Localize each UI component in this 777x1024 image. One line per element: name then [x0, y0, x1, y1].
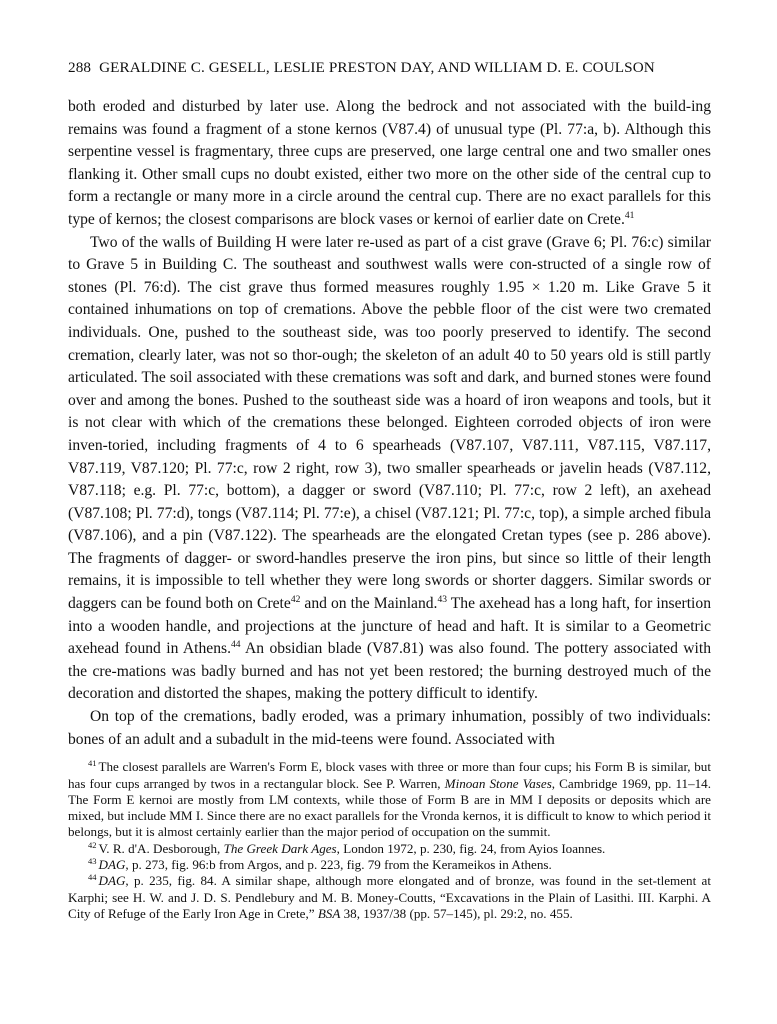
footnote-number: 41: [88, 758, 97, 769]
page-number: 288: [68, 59, 92, 76]
footnote-italic-title: DAG: [98, 873, 126, 889]
footnote-44: [68, 873, 711, 922]
footnote-text: , Cambridge 1969, pp. 11–14. The Form E kernoi are mostly from LM contexts, while those of Form B are in MM I deposits or deposits which are mixed, but include MM I. Since there are no exact parallels for the Vronda kernos, it is difficult to know to which period it belongs, but it is almost certainly earlier than the major period of occupation on the summit.: [68, 775, 711, 840]
paragraph-1: [68, 96, 711, 232]
paragraph-2-text-a: Two of the walls of Building H were later re-used as part of a cist grave (Grave 6; Pl. 76:c) similar to Grave 5 in Building C. The southeast and southwest walls were con-structed of a single row of stones (Pl. 76:d). The cist grave thus formed measures roughly 1.95 × 1.20 m. Like Grave 5 it contained inhumations on top of cremations. Above the pebble floor of the cist were two cremated individuals. One, pushed to the southeast side, was too poorly preserved to identify. The second cremation, clearly later, was not so thor-ough; the skeleton of an adult 40 to 50 years old is still partly articulated. The soil associated with these cremations was soft and dark, and burned stones were found over and among the bones. Pushed to the southeast side was a hoard of iron weapons and tools, but it is not clear with which of the cremations these belonged. Eighteen corroded objects of iron were inven-toried, including fragments of 4 to 6 spearheads (V87.107, V87.111, V87.115, V87.117, V87.119, V87.120; Pl. 77:c, row 2 right, row 3), two smaller spearheads or javelin heads (V87.112, V87.118; e.g. Pl. 77:c, bottom), a dagger or sword (V87.110; Pl. 77:c, row 2 left), an axehead (V87.108; Pl. 77:d), tongs (V87.114; Pl. 77:e), a chisel (V87.121; Pl. 77:c, top), a simple arched fibula (V87.106), and a pin (V87.122). The spearheads are the elongated Cretan types (see p. 286 above). The fragments of dagger- or sword-handles preserve the iron pins, but since so little of their length remains, it is impossible to tell whether they were long swords or shorter daggers. Similar swords or daggers can be found both on Crete: [68, 233, 711, 613]
footnote-43: [68, 857, 711, 873]
footnote-number: 43: [88, 856, 97, 866]
paragraph-2-text-b: and on the Mainland.: [300, 595, 438, 613]
footnote-italic-title: The Greek Dark Ages: [223, 840, 337, 856]
footnote-text: The closest parallels are Warren's Form E, block vases with three or more than four cups; his Form B is similar, but has four cups arranged by twos in a rectangular block. See P. Warren,: [68, 759, 711, 791]
footnote-text: , p. 273, fig. 96:b from Argos, and p. 223, fig. 79 from the Kerameikos in Athens.: [125, 857, 552, 872]
footnote-ref-41[interactable]: 41: [624, 210, 635, 221]
paragraph-2: [68, 232, 711, 706]
paragraph-2-text-c: The axehead has a long haft, for insertion into a wooden handle, and projections at the juncture of head and haft. It is similar to a Geometric axehead found in Athens.: [68, 595, 711, 658]
footnotes: [68, 759, 711, 922]
footnote-italic-title: Minoan Stone Vases: [444, 775, 552, 791]
footnote-number: 42: [88, 839, 97, 850]
footnote-italic-title: DAG: [98, 857, 126, 872]
footnote-ref-43[interactable]: 43: [437, 595, 447, 606]
paragraph-1-text: both eroded and disturbed by later use. Along the bedrock and not associated with the build-ing remains was found a fragment of a stone kernos (V87.4) of unusual type (Pl. 77:a, b). Although this serpentine vessel is fragmentary, three cups are preserved, one large central one and two smaller ones flanking it. Other small cups no doubt existed, either two more on the other side of the central cup to form a rectangle or many more in a circle around the central cup. There are no exact parallels for this type of kernos; the closest comparisons are block vases or kernoi of earlier date on Crete.: [68, 98, 711, 228]
footnote-41: [68, 759, 711, 840]
paragraph-3: [68, 706, 711, 751]
footnote-text: V. R. d'A. Desborough,: [98, 840, 224, 856]
footnote-text: , London 1972, p. 230, fig. 24, from Ayios Ioannes.: [336, 840, 606, 856]
running-head-authors: GERALDINE C. GESELL, LESLIE PRESTON DAY, AND WILLIAM D. E. COULSON: [99, 59, 655, 76]
footnote-42: [68, 841, 711, 857]
paragraph-2-text-d: An obsidian blade (V87.81) was also found. The pottery associated with the cre-mations was badly burned and has not yet been restored; the burning destroyed much of the decoration and distorted the shapes, making the pottery difficult to identify.: [68, 640, 711, 703]
footnote-ref-44[interactable]: 44: [231, 640, 241, 651]
page: [68, 58, 711, 922]
footnote-text: , p. 235, fig. 84. A similar shape, although more elongated and of bronze, was found in the set-tlement at Karphi; see H. W. and J. D. S. Pendlebury and M. B. Money-Coutts, “Excavations in the Plain of Lasithi. III. Karphi. A City of Refuge of the Early Iron Age in Crete,”: [68, 873, 711, 921]
footnote-text: 38, 1937/38 (pp. 57–145), pl. 29:2, no. 455.: [340, 905, 573, 921]
footnote-ref-42[interactable]: 42: [290, 595, 301, 606]
body-text: [68, 96, 711, 751]
footnote-italic-title: BSA: [317, 905, 341, 921]
paragraph-3-text: On top of the cremations, badly eroded, was a primary inhumation, possibly of two individuals: bones of an adult and a subadult in the mid-teens were found. Associated with: [68, 708, 711, 748]
footnote-number: 44: [88, 872, 97, 883]
running-head: [68, 58, 711, 78]
